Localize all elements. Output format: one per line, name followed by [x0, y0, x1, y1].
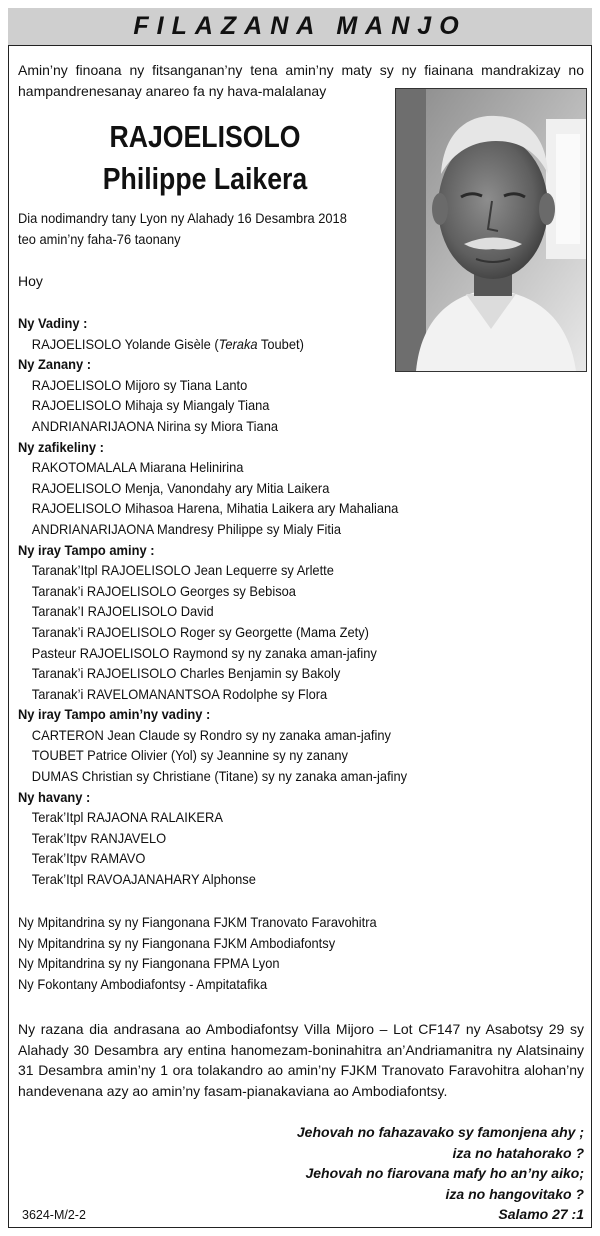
family-group-label: Ny iray Tampo amin’ny vadiny	[18, 706, 203, 723]
family-member-name: RAJOELISOLO Yolande Gisèle (	[31, 335, 219, 352]
church-line: Ny Mpitandrina sy ny Fiangonana FPMA Lyon	[18, 955, 280, 972]
family-member	[18, 601, 533, 622]
intro-text: Amin’ny finoana ny fitsanganan’ny tena amin’ny maty sy ny fiainana mandrakizay no hampandrenesanay anareo fa ny hava-malalanay	[18, 62, 584, 99]
family-member	[18, 498, 533, 519]
family-member-name: Taranak’Itpl RAJOELISOLO Jean Lequerre sy Arlette	[31, 562, 334, 579]
family-group-label: Ny iray Tampo aminy	[18, 541, 147, 558]
family-member-name: RAJOELISOLO Mihasoa Harena, Mihatia Laikera ary Mahaliana	[31, 500, 399, 517]
family-member	[18, 684, 533, 705]
family-member-name: DUMAS Christian sy Christiane (Titane) sy ny zanaka aman-jafiny	[31, 768, 408, 785]
family-member	[18, 643, 533, 664]
family-member	[18, 745, 533, 766]
family-group-separator: :	[146, 541, 155, 558]
family-member-name: RAJOELISOLO Mihaja sy Miangaly Tiana	[31, 397, 270, 414]
family-member-name: Pasteur RAJOELISOLO Raymond sy ny zanaka aman-jafiny	[31, 644, 377, 661]
family-member-suffix: Toubet)	[257, 335, 304, 352]
family-group-separator: :	[82, 788, 91, 805]
family-member	[18, 395, 533, 416]
bible-verse	[297, 1122, 584, 1225]
church-line: Ny Fokontany Ambodiafontsy - Ampitatafika	[18, 975, 268, 992]
church-line: Ny Mpitandrina sy ny Fiangonana FJKM Tranovato Faravohitra	[18, 914, 377, 930]
family-member-name: Taranak’i RAJOELISOLO Georges sy Bebisoa	[31, 582, 296, 599]
family-member-name: Taranak’I RAJOELISOLO David	[31, 603, 214, 620]
family-member-name: RAJOELISOLO Menja, Vanondahy ary Mitia Laikera	[31, 479, 330, 496]
death-announcement	[18, 208, 347, 249]
verse-line: Salamo 27 :1	[498, 1206, 584, 1223]
verse-line: Jehovah no fahazavako sy famonjena ahy ;	[296, 1124, 584, 1140]
death-line-2: teo amin’ny faha-76 taonany	[18, 230, 181, 247]
verse-line: iza no hangovitako ?	[445, 1185, 584, 1202]
family-member	[18, 663, 533, 684]
family-member	[18, 457, 533, 478]
family-member-name: Taranak’i RAJOELISOLO Roger sy Georgette (Mama Zety)	[31, 623, 369, 640]
family-member-name: TOUBET Patrice Olivier (Yol) sy Jeannine sy ny zanany	[31, 747, 348, 764]
family-group-separator: :	[96, 438, 104, 455]
deceased-given-names: Philippe Laikera	[102, 161, 308, 196]
family-group-heading	[18, 540, 533, 561]
notice-header	[8, 8, 592, 46]
family-group-heading	[18, 704, 533, 725]
family-member-name: RAKOTOMALALA Miarana Helinirina	[31, 459, 244, 476]
family-member	[18, 519, 533, 540]
family-member	[18, 478, 533, 499]
family-member	[18, 725, 533, 746]
family-member-name: CARTERON Jean Claude sy Rondro sy ny zanaka aman-jafiny	[31, 726, 391, 743]
reference-code: 3624-M/2-2	[22, 1208, 86, 1222]
hoy-label: Hoy	[18, 273, 43, 289]
family-member	[18, 581, 533, 602]
family-member-name: ANDRIANARIJAONA Nirina sy Miora Tiana	[31, 417, 279, 434]
family-list	[18, 313, 578, 890]
family-member	[18, 869, 533, 890]
family-member	[18, 807, 533, 828]
family-member-name: Terak’Itpv RAMAVO	[31, 850, 146, 867]
family-member-name: Taranak’i RAJOELISOLO Charles Benjamin sy Bakoly	[31, 665, 341, 682]
church-line: Ny Mpitandrina sy ny Fiangonana FJKM Ambodiafontsy	[18, 934, 336, 951]
family-member-name: ANDRIANARIJAONA Mandresy Philippe sy Mialy Fitia	[31, 520, 342, 537]
family-member	[18, 828, 533, 849]
deceased-surname: RAJOELISOLO	[109, 119, 301, 154]
family-member	[18, 560, 533, 581]
death-line-1: Dia nodimandry tany Lyon ny Alahady 16 Desambra 2018	[18, 210, 347, 226]
family-member-name: RAJOELISOLO Mijoro sy Tiana Lanto	[31, 376, 248, 393]
family-member-name: Terak’Itpl RAJAONA RALAIKERA	[31, 809, 223, 826]
churches-list	[18, 912, 377, 994]
verse-line: iza no hatahorako ?	[452, 1144, 584, 1161]
family-group-separator: :	[202, 706, 211, 723]
family-group-heading	[18, 354, 533, 375]
family-member	[18, 375, 533, 396]
family-group-heading	[18, 787, 533, 808]
family-member	[18, 334, 533, 355]
notice-title: FILAZANA MANJO	[133, 12, 467, 40]
family-group-label: Ny zafikeliny	[18, 438, 97, 455]
family-group-heading	[18, 313, 533, 334]
family-member	[18, 848, 533, 869]
funeral-details: Ny razana dia andrasana ao Ambodiafontsy Villa Mijoro – Lot CF147 ny Asabotsy 29 sy Alahady 30 Desambra ary entina hanomezam-boninahitra an’Andriamanitra ny Alatsinainy 31 Desambra amin’ny 1 ora tolakandro ao amin’ny FJKM Tranovato Faravohitra alohan’ny handevenana azy ao amin’ny fasam-pianakaviana ao Ambodiafontsy.	[18, 1021, 584, 1099]
family-group-label: Ny Vadiny	[18, 315, 80, 331]
family-member-name: Terak’Itpv RANJAVELO	[31, 829, 167, 846]
family-group-label: Ny Zanany	[18, 356, 84, 373]
family-member	[18, 622, 533, 643]
family-member	[18, 766, 533, 787]
family-group-separator: :	[79, 315, 88, 331]
verse-line: Jehovah no fiarovana mafy ho an’ny aiko;	[305, 1165, 584, 1182]
family-member	[18, 416, 533, 437]
family-member-note: Teraka	[218, 335, 258, 352]
family-member-name: Terak’Itpl RAVOAJANAHARY Alphonse	[31, 871, 256, 888]
family-group-label: Ny havany	[18, 788, 83, 805]
family-group-heading	[18, 437, 533, 458]
family-member-name: Taranak’i RAVELOMANANTSOA Rodolphe sy Flora	[31, 685, 328, 702]
family-group-separator: :	[83, 356, 92, 373]
